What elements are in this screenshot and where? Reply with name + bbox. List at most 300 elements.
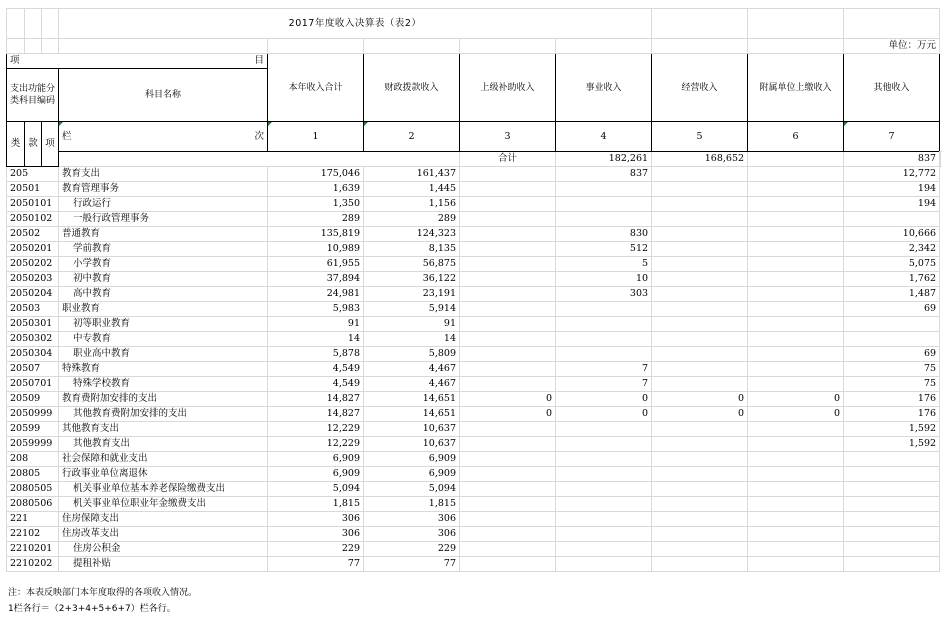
row-value-4	[556, 557, 652, 572]
row-value-4: 303	[556, 287, 652, 302]
row-value-5	[652, 182, 748, 197]
row-value-3	[460, 257, 556, 272]
row-value-3	[460, 467, 556, 482]
table-row	[7, 452, 941, 467]
row-value-2: 161,437	[364, 167, 460, 182]
row-value-5	[652, 257, 748, 272]
row-value-3	[460, 347, 556, 362]
row-value-1: 14,827	[268, 407, 364, 422]
row-value-6	[748, 257, 844, 272]
row-value-3: 0	[460, 392, 556, 407]
total-value-1: 182,261	[556, 152, 652, 167]
row-value-3	[460, 497, 556, 512]
table-row	[7, 257, 941, 272]
report-title: 2017年度收入决算表（表2）	[59, 9, 652, 39]
col-header-2: 财政拨款收入	[364, 54, 460, 122]
table-row	[7, 497, 941, 512]
row-value-3	[460, 212, 556, 227]
row-value-7: 1,592	[844, 422, 940, 437]
row-value-4: 0	[556, 407, 652, 422]
table-row	[7, 467, 941, 482]
col-header-6: 附属单位上缴收入	[748, 54, 844, 122]
row-value-1: 10,989	[268, 242, 364, 257]
xiang-mu-header	[7, 54, 268, 69]
row-value-3	[460, 227, 556, 242]
row-value-2: 23,191	[364, 287, 460, 302]
row-value-1: 61,955	[268, 257, 364, 272]
row-value-6	[748, 197, 844, 212]
row-value-5	[652, 497, 748, 512]
row-code: 2050204	[7, 287, 59, 302]
row-value-5	[652, 512, 748, 527]
row-value-1: 4,549	[268, 377, 364, 392]
row-value-1: 4,549	[268, 362, 364, 377]
row-code: 2050301	[7, 317, 59, 332]
row-name: 行政事业单位离退休	[59, 467, 268, 482]
col-header-3: 上级补助收入	[460, 54, 556, 122]
col-header-5: 经营收入	[652, 54, 748, 122]
row-value-7: 176	[844, 407, 940, 422]
lei-label: 类	[7, 122, 25, 167]
col-number-5: 5	[652, 122, 748, 152]
row-value-7: 5,075	[844, 257, 940, 272]
table-row	[7, 407, 941, 422]
row-value-3	[460, 512, 556, 527]
row-code: 208	[7, 452, 59, 467]
row-value-1: 6,909	[268, 467, 364, 482]
row-value-4	[556, 212, 652, 227]
row-value-4: 830	[556, 227, 652, 242]
row-value-2: 306	[364, 527, 460, 542]
row-value-3	[460, 527, 556, 542]
row-value-6	[748, 497, 844, 512]
row-value-1: 5,094	[268, 482, 364, 497]
income-table	[6, 8, 941, 572]
row-value-7: 12,772	[844, 167, 940, 182]
row-code: 205	[7, 167, 59, 182]
row-name: 其他教育费附加安排的支出	[59, 407, 268, 422]
total-value-2: 168,652	[652, 152, 748, 167]
table-row	[7, 302, 941, 317]
table-row	[7, 242, 941, 257]
row-value-5	[652, 362, 748, 377]
row-code: 2059999	[7, 437, 59, 452]
row-code: 2080505	[7, 482, 59, 497]
row-value-4	[556, 542, 652, 557]
row-value-1: 175,046	[268, 167, 364, 182]
row-value-4	[556, 422, 652, 437]
row-value-2: 1,156	[364, 197, 460, 212]
row-value-2: 124,323	[364, 227, 460, 242]
row-value-1: 229	[268, 542, 364, 557]
row-value-7	[844, 512, 940, 527]
row-value-5: 0	[652, 407, 748, 422]
row-value-6	[748, 542, 844, 557]
row-code: 2050203	[7, 272, 59, 287]
table-row	[7, 557, 941, 572]
row-value-4	[556, 347, 652, 362]
row-value-3	[460, 332, 556, 347]
row-value-3	[460, 452, 556, 467]
col-number-7: 7	[844, 122, 940, 152]
table-row	[7, 392, 941, 407]
row-value-5	[652, 317, 748, 332]
row-value-7: 194	[844, 197, 940, 212]
row-value-1: 12,229	[268, 422, 364, 437]
row-value-7	[844, 542, 940, 557]
table-row	[7, 377, 941, 392]
row-value-7: 1,762	[844, 272, 940, 287]
row-value-1: 24,981	[268, 287, 364, 302]
total-label: 合计	[460, 152, 556, 167]
row-value-2: 56,875	[364, 257, 460, 272]
unit-label: 单位：万元	[844, 39, 940, 54]
col-number-3: 3	[460, 122, 556, 152]
row-value-1: 14	[268, 332, 364, 347]
row-name: 小学教育	[59, 257, 268, 272]
row-value-6	[748, 557, 844, 572]
row-value-5	[652, 422, 748, 437]
row-value-6	[748, 347, 844, 362]
row-value-6	[748, 302, 844, 317]
row-value-7: 2,342	[844, 242, 940, 257]
row-code: 2210202	[7, 557, 59, 572]
row-value-2: 4,467	[364, 377, 460, 392]
table-row	[7, 482, 941, 497]
row-value-7	[844, 482, 940, 497]
row-value-4: 10	[556, 272, 652, 287]
row-value-1: 135,819	[268, 227, 364, 242]
row-value-3	[460, 167, 556, 182]
row-name: 行政运行	[59, 197, 268, 212]
row-value-6	[748, 167, 844, 182]
table-row	[7, 527, 941, 542]
row-value-7: 75	[844, 362, 940, 377]
row-value-5	[652, 542, 748, 557]
row-code: 20805	[7, 467, 59, 482]
table-row	[7, 272, 941, 287]
row-value-5	[652, 227, 748, 242]
table-row	[7, 227, 941, 242]
table-row	[7, 167, 941, 182]
row-code: 2050302	[7, 332, 59, 347]
row-value-1: 289	[268, 212, 364, 227]
lan-label: 栏	[62, 130, 72, 142]
mu-label: 目	[254, 55, 264, 66]
row-value-1: 306	[268, 527, 364, 542]
table-row	[7, 317, 941, 332]
row-value-3	[460, 437, 556, 452]
col-header-1: 本年收入合计	[268, 54, 364, 122]
row-value-5	[652, 272, 748, 287]
row-value-7: 75	[844, 377, 940, 392]
row-code: 2050201	[7, 242, 59, 257]
row-value-5	[652, 167, 748, 182]
row-value-1: 12,229	[268, 437, 364, 452]
row-value-2: 6,909	[364, 467, 460, 482]
table-row	[7, 212, 941, 227]
row-value-6	[748, 242, 844, 257]
table-row	[7, 437, 941, 452]
row-value-5	[652, 437, 748, 452]
row-value-2: 1,445	[364, 182, 460, 197]
row-value-7	[844, 467, 940, 482]
kuan-label: 款	[25, 122, 42, 167]
row-name: 住房公积金	[59, 542, 268, 557]
row-value-4	[556, 182, 652, 197]
row-value-1: 1,639	[268, 182, 364, 197]
total-value-3	[748, 152, 844, 167]
row-value-2: 5,914	[364, 302, 460, 317]
row-value-1: 37,894	[268, 272, 364, 287]
row-value-2: 36,122	[364, 272, 460, 287]
row-value-3	[460, 197, 556, 212]
row-value-7: 69	[844, 302, 940, 317]
row-value-6	[748, 527, 844, 542]
row-name: 住房改革支出	[59, 527, 268, 542]
row-value-4	[556, 437, 652, 452]
row-code: 2050202	[7, 257, 59, 272]
col-number-1: 1	[268, 122, 364, 152]
row-value-2: 77	[364, 557, 460, 572]
table-row	[7, 197, 941, 212]
row-value-7	[844, 317, 940, 332]
row-value-7: 176	[844, 392, 940, 407]
row-value-5	[652, 287, 748, 302]
row-value-6	[748, 227, 844, 242]
row-value-3	[460, 482, 556, 497]
row-code: 2050999	[7, 407, 59, 422]
row-value-6	[748, 317, 844, 332]
table-row	[7, 332, 941, 347]
row-value-2: 14	[364, 332, 460, 347]
row-value-6	[748, 377, 844, 392]
row-name: 教育管理事务	[59, 182, 268, 197]
row-name: 高中教育	[59, 287, 268, 302]
table-row	[7, 287, 941, 302]
row-code: 2050101	[7, 197, 59, 212]
row-value-6	[748, 467, 844, 482]
row-value-1: 6,909	[268, 452, 364, 467]
row-value-6	[748, 482, 844, 497]
row-name: 社会保障和就业支出	[59, 452, 268, 467]
row-value-4	[556, 452, 652, 467]
table-row	[7, 362, 941, 377]
row-value-7	[844, 452, 940, 467]
row-value-1: 14,827	[268, 392, 364, 407]
row-value-2: 14,651	[364, 407, 460, 422]
col-number-4: 4	[556, 122, 652, 152]
row-code: 20599	[7, 422, 59, 437]
row-value-7	[844, 212, 940, 227]
row-value-1: 306	[268, 512, 364, 527]
row-code: 20509	[7, 392, 59, 407]
row-name: 教育支出	[59, 167, 268, 182]
row-value-6	[748, 212, 844, 227]
row-value-4	[556, 482, 652, 497]
row-value-3	[460, 287, 556, 302]
row-value-6	[748, 422, 844, 437]
row-name: 普通教育	[59, 227, 268, 242]
table-row	[7, 512, 941, 527]
table-row	[7, 422, 941, 437]
total-row	[7, 152, 941, 167]
row-name: 特殊教育	[59, 362, 268, 377]
row-value-5	[652, 377, 748, 392]
row-value-3	[460, 557, 556, 572]
row-name: 初等职业教育	[59, 317, 268, 332]
footnote-1: 注：本表反映部门本年度取得的各项收入情况。	[8, 588, 198, 598]
row-code: 2050701	[7, 377, 59, 392]
row-value-5	[652, 482, 748, 497]
xiang-label: 项	[10, 55, 20, 66]
row-value-6	[748, 512, 844, 527]
col-header-7: 其他收入	[844, 54, 940, 122]
row-value-5	[652, 332, 748, 347]
row-value-3	[460, 317, 556, 332]
row-value-5	[652, 557, 748, 572]
row-value-4	[556, 302, 652, 317]
code-header: 支出功能分类科目编码	[7, 69, 59, 122]
row-value-1: 91	[268, 317, 364, 332]
row-code: 2080506	[7, 497, 59, 512]
row-value-2: 5,809	[364, 347, 460, 362]
row-name: 住房保障支出	[59, 512, 268, 527]
row-value-4: 7	[556, 362, 652, 377]
row-name: 初中教育	[59, 272, 268, 287]
row-value-2: 5,094	[364, 482, 460, 497]
row-value-2: 10,637	[364, 422, 460, 437]
row-value-6	[748, 362, 844, 377]
xiang-col-label: 项	[42, 122, 59, 167]
row-value-7: 1,487	[844, 287, 940, 302]
row-value-3: 0	[460, 407, 556, 422]
row-value-2: 8,135	[364, 242, 460, 257]
col-number-2: 2	[364, 122, 460, 152]
row-value-7	[844, 497, 940, 512]
row-value-4: 5	[556, 257, 652, 272]
row-value-1: 5,878	[268, 347, 364, 362]
row-value-2: 4,467	[364, 362, 460, 377]
row-name: 学前教育	[59, 242, 268, 257]
name-header: 科目名称	[59, 69, 268, 122]
total-value-4: 837	[844, 152, 940, 167]
row-value-3	[460, 302, 556, 317]
row-value-5	[652, 452, 748, 467]
row-value-5	[652, 302, 748, 317]
row-value-7: 69	[844, 347, 940, 362]
row-value-1: 77	[268, 557, 364, 572]
row-value-5	[652, 197, 748, 212]
row-value-5: 0	[652, 392, 748, 407]
row-name: 机关事业单位职业年金缴费支出	[59, 497, 268, 512]
row-name: 特殊学校教育	[59, 377, 268, 392]
row-value-6	[748, 182, 844, 197]
row-value-6	[748, 332, 844, 347]
row-name: 其他教育支出	[59, 437, 268, 452]
row-value-3	[460, 422, 556, 437]
row-value-5	[652, 212, 748, 227]
col-header-4: 事业收入	[556, 54, 652, 122]
row-value-5	[652, 347, 748, 362]
row-value-4: 837	[556, 167, 652, 182]
row-code: 221	[7, 512, 59, 527]
table-row	[7, 347, 941, 362]
row-value-2: 91	[364, 317, 460, 332]
row-code: 20502	[7, 227, 59, 242]
row-value-4	[556, 527, 652, 542]
row-value-1: 5,983	[268, 302, 364, 317]
row-value-2: 289	[364, 212, 460, 227]
row-name: 其他教育支出	[59, 422, 268, 437]
row-value-6: 0	[748, 407, 844, 422]
row-value-4	[556, 317, 652, 332]
table-row	[7, 542, 941, 557]
row-value-3	[460, 272, 556, 287]
row-value-2: 14,651	[364, 392, 460, 407]
row-value-1: 1,350	[268, 197, 364, 212]
row-value-3	[460, 362, 556, 377]
row-value-2: 6,909	[364, 452, 460, 467]
row-value-6: 0	[748, 392, 844, 407]
row-value-4	[556, 467, 652, 482]
row-value-7	[844, 557, 940, 572]
row-name: 提租补贴	[59, 557, 268, 572]
row-code: 2050102	[7, 212, 59, 227]
row-value-5	[652, 242, 748, 257]
row-code: 22102	[7, 527, 59, 542]
table-row	[7, 182, 941, 197]
row-name: 中专教育	[59, 332, 268, 347]
row-value-2: 10,637	[364, 437, 460, 452]
row-value-3	[460, 542, 556, 557]
row-value-6	[748, 272, 844, 287]
row-value-4	[556, 332, 652, 347]
row-value-7: 194	[844, 182, 940, 197]
row-value-3	[460, 242, 556, 257]
row-value-4	[556, 512, 652, 527]
row-code: 20507	[7, 362, 59, 377]
row-value-4	[556, 497, 652, 512]
row-value-4	[556, 197, 652, 212]
row-value-4: 512	[556, 242, 652, 257]
row-value-6	[748, 437, 844, 452]
row-value-2: 229	[364, 542, 460, 557]
row-value-6	[748, 287, 844, 302]
row-value-5	[652, 467, 748, 482]
row-code: 20503	[7, 302, 59, 317]
footnote-2: 1栏各行＝（2+3+4+5+6+7）栏各行。	[8, 604, 176, 614]
row-name: 教育费附加安排的支出	[59, 392, 268, 407]
row-value-7	[844, 527, 940, 542]
row-value-7: 10,666	[844, 227, 940, 242]
col-number-6: 6	[748, 122, 844, 152]
row-value-3	[460, 377, 556, 392]
row-value-2: 1,815	[364, 497, 460, 512]
row-value-4: 0	[556, 392, 652, 407]
row-code: 2050304	[7, 347, 59, 362]
row-value-2: 306	[364, 512, 460, 527]
row-value-3	[460, 182, 556, 197]
row-value-7: 1,592	[844, 437, 940, 452]
ci-label: 次	[254, 130, 264, 142]
row-code: 20501	[7, 182, 59, 197]
row-value-5	[652, 527, 748, 542]
row-name: 机关事业单位基本养老保险缴费支出	[59, 482, 268, 497]
row-code: 2210201	[7, 542, 59, 557]
row-value-4: 7	[556, 377, 652, 392]
row-value-1: 1,815	[268, 497, 364, 512]
